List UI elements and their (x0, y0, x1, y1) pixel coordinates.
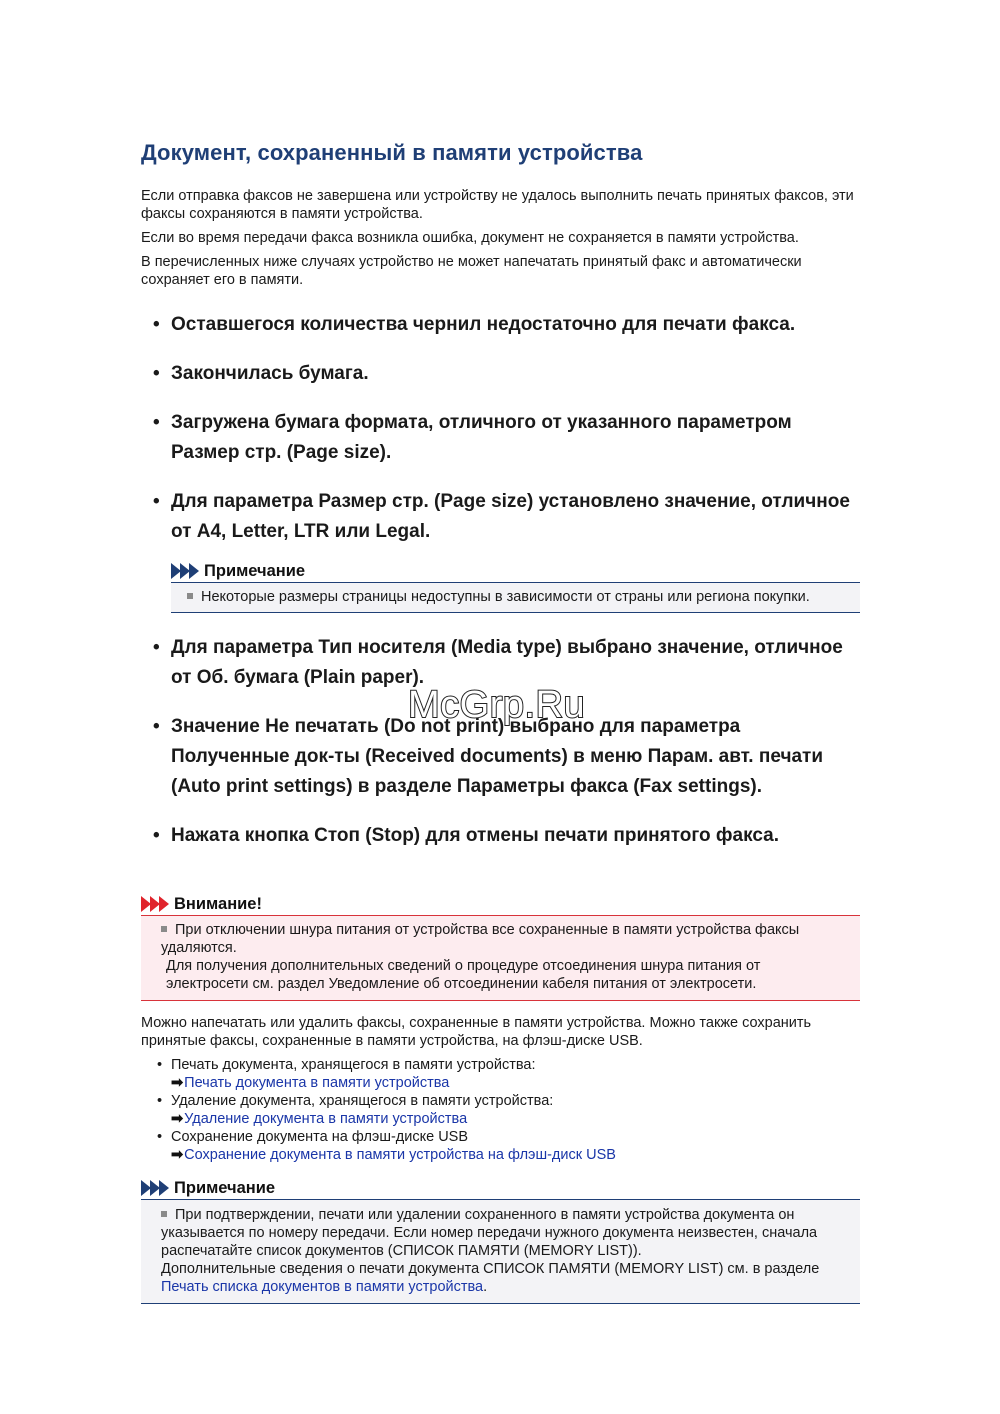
actions-list (141, 1056, 866, 1164)
note-box (171, 560, 860, 613)
list-item: • Закончилась бумага. (141, 359, 860, 389)
list-item: • Сохранение документа на флэш-диске USB ➡Сохранение документа в памяти устройства на флэш-диск USB (157, 1129, 616, 1163)
link-print-document[interactable]: Печать документа в памяти устройства (184, 1075, 450, 1091)
square-bullet-icon (161, 1211, 167, 1217)
bullet-icon: • (153, 491, 160, 512)
bullet-icon: • (157, 1057, 163, 1073)
intro-text (141, 187, 866, 295)
arrow-right-icon: ➡ (171, 1147, 184, 1163)
note-title: Примечание (204, 561, 306, 580)
note-chevrons-icon (141, 1180, 168, 1196)
arrow-right-icon: ➡ (171, 1111, 184, 1127)
list-item: • Оставшегося количества чернил недостаточно для печати факса. (141, 310, 860, 340)
bullet-icon: • (153, 716, 160, 737)
warning-body: При отключении шнура питания от устройства все сохраненные в памяти устройства факсы удаляются. Для получения дополнительных сведений о процедуре отсоединения шнура питания от электросети см. раздел Уведомление об отсоединении кабеля питания от электросети. (141, 916, 860, 1001)
intro-paragraph: Если отправка факсов не завершена или устройству не удалось выполнить печать принятых факсов, эти факсы сохраняются в памяти устройства. (141, 188, 854, 222)
note-body: Некоторые размеры страницы недоступны в зависимости от страны или региона покупки. (171, 583, 860, 613)
bullet-icon: • (153, 314, 160, 335)
list-item: • Удаление документа, хранящегося в памяти устройства: ➡Удаление документа в памяти устройства (157, 1093, 554, 1127)
note-box-2 (141, 1177, 860, 1304)
intro-paragraph: В перечисленных ниже случаях устройство не может напечатать принятый факс и автоматически сохраняет его в памяти. (141, 254, 802, 288)
link-print-memory-list[interactable]: Печать списка документов в памяти устройства (161, 1279, 484, 1295)
warning-detail: Для получения дополнительных сведений о процедуре отсоединения шнура питания от электросети см. раздел Уведомление об отсоединении кабеля питания от электросети. (166, 958, 761, 992)
square-bullet-icon (161, 926, 167, 932)
arrow-right-icon: ➡ (171, 1075, 184, 1091)
bullet-icon: • (153, 637, 160, 658)
bullet-icon: • (153, 412, 160, 433)
note-header (141, 1177, 860, 1200)
list-item: • Печать документа, хранящегося в памяти устройства: ➡Печать документа в памяти устройства (157, 1057, 536, 1091)
note-header (171, 560, 860, 583)
actions-intro: Можно напечатать или удалить факсы, сохраненные в памяти устройства. Можно также сохранить принятые факсы, сохраненные в памяти устройства, на флэш-диске USB. (141, 1015, 812, 1049)
watermark: McGrp.Ru (408, 684, 586, 726)
bullet-icon: • (153, 825, 160, 846)
square-bullet-icon (187, 593, 193, 599)
list-item: • Значение Не печатать (Do not print) выбрано для параметра Полученные док-ты (Received documents) в меню Парам. авт. печати (Auto print settings) в разделе Параметры факса (Fax settings). (141, 712, 860, 802)
cases-list-continued (141, 633, 860, 870)
list-item: • Нажата кнопка Стоп (Stop) для отмены печати принятого факса. (141, 821, 860, 851)
bullet-icon: • (157, 1093, 163, 1109)
bullet-icon: • (157, 1129, 163, 1145)
note-body: При подтверждении, печати или удалении сохраненного в памяти устройства документа он указывается по номеру передачи. Если номер передачи нужного документа неизвестен, сначала распечатайте список документов (СПИСОК ПАМЯТИ (MEMORY LIST)). Дополнительные сведения о печати документа СПИСОК ПАМЯТИ (MEMORY LIST) см. в разделе Печать списка документов в памяти устройства. (141, 1200, 860, 1304)
warning-chevrons-icon (141, 896, 168, 912)
list-item: • Для параметра Тип носителя (Media type) выбрано значение, отличное от Об. бумага (Plain paper). (141, 633, 860, 693)
intro-paragraph: Если во время передачи факса возникла ошибка, документ не сохраняется в памяти устройства. (141, 230, 799, 246)
note-chevrons-icon (171, 563, 198, 579)
cases-list (141, 310, 860, 566)
link-save-to-usb[interactable]: Сохранение документа в памяти устройства на флэш-диск USB (184, 1147, 616, 1163)
page-title: Документ, сохраненный в памяти устройства (141, 140, 643, 165)
warning-title: Внимание! (174, 894, 262, 913)
bullet-icon: • (153, 363, 160, 384)
list-item: • Загружена бумага формата, отличного от указанного параметром Размер стр. (Page size). (141, 408, 860, 468)
note-title: Примечание (174, 1178, 276, 1197)
warning-box (141, 893, 860, 1001)
list-item: • Для параметра Размер стр. (Page size) установлено значение, отличное от A4, Letter, LTR или Legal. (141, 487, 860, 547)
link-delete-document[interactable]: Удаление документа в памяти устройства (184, 1111, 468, 1127)
actions-section (141, 1014, 866, 1164)
warning-header (141, 893, 860, 916)
